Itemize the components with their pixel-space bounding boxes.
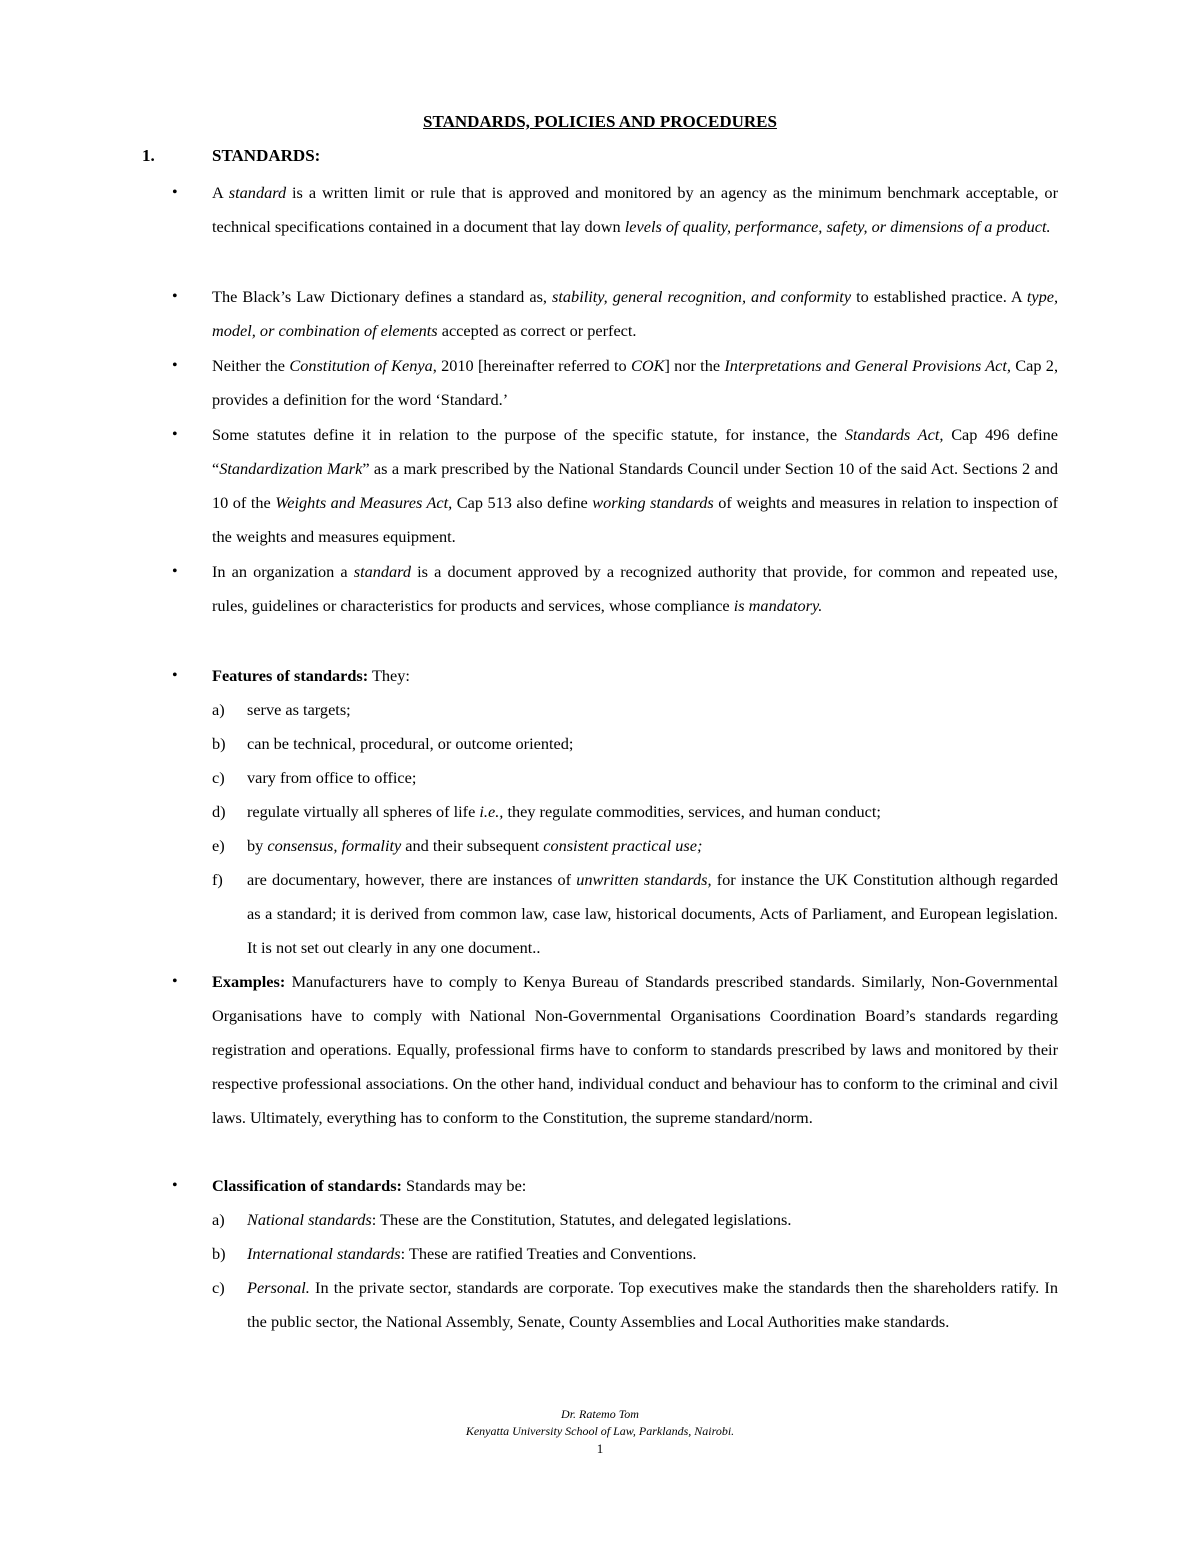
text-run: They: [371,666,410,685]
bullet-icon: • [172,1177,178,1194]
bold-run: Examples: [212,972,286,991]
italic-run: Standardization Mark [219,459,363,478]
italic-run: consistent practical use; [543,836,703,855]
bullet-icon: • [172,973,178,990]
italic-run: Interpretations and General Provisions Act, [724,356,1011,375]
paragraph-blacks-law [212,280,1058,348]
text-run: they regulate commodities, services, and human conduct; [507,802,881,821]
features-heading [212,659,1058,693]
list-label: c) [212,768,225,787]
section-number: 1. [142,146,155,165]
document-title: STANDARDS, POLICIES AND PROCEDURES [423,112,777,131]
paragraph-organization [212,555,1058,623]
text-run: In the private sector, standards are corporate. Top executives make the standards then the shareholders ratify. In the public sector, the National Assembly, Senate, County Assemblies and Local Authorities make standards. [247,1278,1058,1331]
text-run: ] nor the [664,356,721,375]
list-text: can be technical, procedural, or outcome oriented; [247,734,574,753]
text-run: Standards may be: [406,1176,527,1195]
italic-run: is mandatory. [733,596,823,615]
text-run: In an organization a [212,562,348,581]
list-label: a) [212,1210,225,1229]
bold-run: Features of standards: [212,666,369,685]
paragraph-statutes [212,418,1058,554]
italic-run: type, model, or combination of elements [212,287,1059,340]
section-heading [142,146,320,166]
text-run: to established practice. A [856,287,1022,306]
list-label: c) [212,1278,225,1297]
italic-run: working standards [592,493,714,512]
list-text [247,829,1058,863]
text-run: ” as a mark prescribed by the National Standards Council under Section 10 of the said Act. Sections 2 and 10 of the [212,459,1059,512]
text-run: Some statutes define it in relation to the purpose of the specific statute, for instance, the [212,425,838,444]
text-run: regulate virtually all spheres of life [247,802,476,821]
list-text: vary from office to office; [247,768,417,787]
classification-heading [212,1169,1058,1203]
text-run: Manufacturers have to comply to Kenya Bureau of Standards prescribed standards. Similarly, Non-Governmental Organisations have to comply with National Non-Governmental Organisations Coordination Board’s standards regarding registration and operations. Equally, professional firms have to conform to standards prescribed by laws and monitored by their respective professional associations. On the other hand, individual conduct and behaviour has to conform to the criminal and civil laws. Ultimately, everything has to conform to the Constitution, the supreme standard/norm. [212,972,1058,1127]
text-run: of weights and measures in relation to inspection of the weights and measures equipment. [212,493,1059,546]
bullet-icon: • [172,426,178,443]
text-run: for instance the UK Constitution although regarded as a standard; it is derived from common law, case law, historical documents, Acts of Parliament, and European legislation. It is not set out clearly in any one document.. [247,870,1058,957]
list-label: a) [212,700,225,719]
bold-run: Classification of standards: [212,1176,402,1195]
text-run: Neither the [212,356,286,375]
italic-run: standard [353,562,412,581]
italic-run: Standards Act, [844,425,944,444]
bullet-icon: • [172,184,178,201]
italic-run: Constitution of Kenya [289,356,433,375]
text-run: Cap 2, provides a definition for the word ‘Standard.’ [212,356,1059,409]
text-run: , 2010 [hereinafter referred to [432,356,627,375]
text-run: Cap 496 define “ [212,425,1058,478]
paragraph-standard-definition [212,176,1058,244]
text-run: is a written limit or rule that is approved and monitored by an agency as the minimum benchmark acceptable, or technical specifications contained in a document that lay down [212,183,1058,236]
text-run: : These are ratified Treaties and Conventions. [400,1244,697,1263]
list-label: b) [212,734,226,753]
bullet-icon: • [172,667,178,684]
italic-run: Personal. [247,1278,310,1297]
text-run: and their subsequent [405,836,540,855]
list-text [247,1237,1058,1271]
italic-run: unwritten standards, [576,870,712,889]
italic-run: COK [630,356,665,375]
italic-run: Weights and Measures Act, [275,493,453,512]
list-label: f) [212,870,223,889]
list-label: b) [212,1244,226,1263]
list-label: e) [212,836,225,855]
section-heading-text: STANDARDS: [212,146,321,165]
text-run: by [247,836,264,855]
paragraph-constitution [212,349,1058,417]
list-text [247,1203,1058,1237]
list-text [247,795,1058,829]
text-run: are documentary, however, there are instances of [247,870,572,889]
footer-author: Dr. Ratemo Tom [561,1407,639,1421]
text-run: The Black’s Law Dictionary defines a standard as, [212,287,547,306]
italic-run: International standards [247,1244,401,1263]
list-text [247,1271,1058,1339]
italic-run: levels of quality, performance, safety, or dimensions of a product. [624,217,1051,236]
bullet-icon: • [172,357,178,374]
bullet-icon: • [172,563,178,580]
list-text: serve as targets; [247,700,351,719]
italic-run: consensus, formality [267,836,402,855]
text-run: : These are the Constitution, Statutes, and delegated legislations. [371,1210,792,1229]
text-run: accepted as correct or perfect. [441,321,637,340]
paragraph-examples [212,965,1058,1135]
italic-run: standard [228,183,287,202]
list-text [247,863,1058,965]
footer-affiliation: Kenyatta University School of Law, Parklands, Nairobi. [465,1424,735,1438]
italic-run: i.e., [479,802,504,821]
bullet-icon: • [172,288,178,305]
italic-run: National standards [247,1210,372,1229]
page-number: 1 [596,1441,604,1456]
text-run: Cap 513 also define [456,493,588,512]
italic-run: stability, general recognition, and conformity [552,287,852,306]
list-label: d) [212,802,226,821]
text-run: A [212,183,223,202]
text-run: is a document approved by a recognized authority that provide, for common and repeated use, rules, guidelines or characteristics for products and services, whose compliance [212,562,1058,615]
